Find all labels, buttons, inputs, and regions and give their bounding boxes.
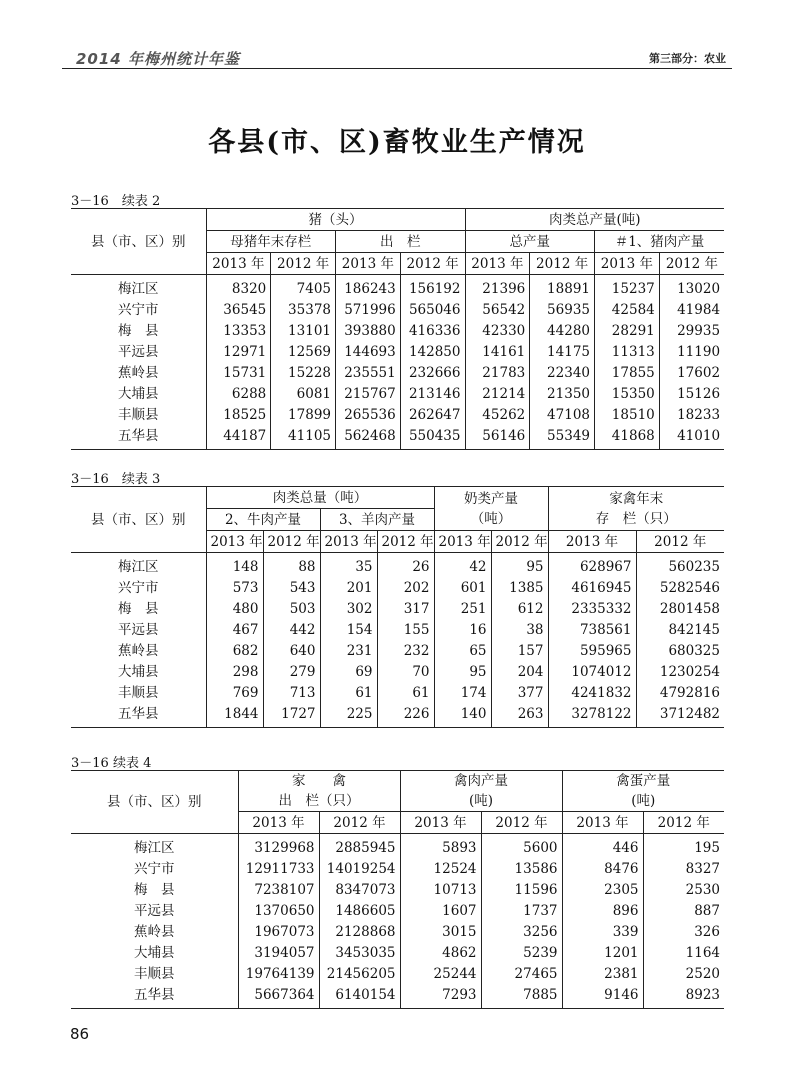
data-cell: 4241832	[548, 682, 636, 703]
year-header: 2013 年	[320, 531, 377, 553]
data-cell: 467	[206, 619, 263, 640]
data-cell: 262647	[400, 404, 465, 425]
data-cell: 3278122	[548, 703, 636, 728]
data-cell: 17602	[659, 362, 724, 383]
data-cell: 41105	[271, 425, 336, 450]
data-cell: 148	[206, 553, 263, 578]
table-row	[71, 661, 724, 682]
county-name: 平远县	[118, 621, 159, 638]
data-cell: 156192	[400, 275, 465, 300]
data-cell: 154	[320, 619, 377, 640]
data-cell: 1201	[562, 942, 643, 963]
sub-header: 出 栏	[336, 231, 466, 253]
data-cell: 317	[377, 598, 434, 619]
county-name: 兴宁市	[118, 579, 159, 596]
data-cell: 55349	[530, 425, 595, 450]
data-cell: 5239	[481, 942, 562, 963]
table-row	[71, 404, 724, 425]
table2	[71, 486, 724, 728]
data-cell: 3015	[400, 921, 481, 942]
data-cell: 35	[320, 553, 377, 578]
group-header	[548, 487, 724, 531]
year-header: 2012 年	[319, 812, 400, 834]
county-name: 梅 县	[118, 322, 159, 339]
data-cell: 2520	[643, 963, 724, 984]
sub-header: 3、羊肉产量	[320, 509, 434, 531]
data-cell: 42584	[595, 299, 660, 320]
data-cell: 69	[320, 661, 377, 682]
data-cell: 18233	[659, 404, 724, 425]
data-cell: 213146	[400, 383, 465, 404]
data-cell: 11596	[481, 879, 562, 900]
group-header-line: 家禽年末	[609, 490, 664, 507]
data-cell: 47108	[530, 404, 595, 425]
county-name: 丰顺县	[118, 684, 159, 701]
data-cell: 3256	[481, 921, 562, 942]
data-cell: 6288	[206, 383, 271, 404]
data-cell: 14161	[465, 341, 530, 362]
data-cell: 41868	[595, 425, 660, 450]
data-cell: 2381	[562, 963, 643, 984]
data-cell: 26	[377, 553, 434, 578]
table-row	[71, 320, 724, 341]
data-cell: 680325	[636, 640, 724, 661]
data-cell: 7293	[400, 984, 481, 1009]
table1	[71, 208, 724, 450]
year-header: 2012 年	[377, 531, 434, 553]
county-name: 蕉岭县	[118, 642, 159, 659]
data-cell: 41010	[659, 425, 724, 450]
data-cell: 17899	[271, 404, 336, 425]
data-cell: 231	[320, 640, 377, 661]
data-cell: 12971	[206, 341, 271, 362]
data-cell: 251	[434, 598, 491, 619]
data-cell: 65	[434, 640, 491, 661]
data-cell: 1737	[481, 900, 562, 921]
data-cell: 8347073	[319, 879, 400, 900]
data-cell: 1727	[263, 703, 320, 728]
table1-caption: 3－16 续表 2	[71, 194, 161, 209]
data-cell: 22340	[530, 362, 595, 383]
data-cell: 140	[434, 703, 491, 728]
data-cell: 19764139	[238, 963, 319, 984]
data-cell: 35378	[271, 299, 336, 320]
data-cell: 393880	[336, 320, 401, 341]
group-header: 肉类总量（吨）	[206, 487, 434, 509]
county-name: 梅江区	[118, 558, 159, 575]
year-header: 2013 年	[562, 812, 643, 834]
data-cell: 442	[263, 619, 320, 640]
county-name: 大埔县	[118, 663, 159, 680]
data-cell: 174	[434, 682, 491, 703]
data-cell: 573	[206, 577, 263, 598]
data-cell: 279	[263, 661, 320, 682]
data-cell: 70	[377, 661, 434, 682]
group-header-line: (吨)	[631, 793, 656, 809]
data-cell: 232666	[400, 362, 465, 383]
data-cell: 416336	[400, 320, 465, 341]
data-cell: 142850	[400, 341, 465, 362]
year-header: 2013 年	[595, 253, 660, 275]
data-cell: 61	[377, 682, 434, 703]
data-cell: 8327	[643, 858, 724, 879]
data-cell: 11313	[595, 341, 660, 362]
data-cell: 5667364	[238, 984, 319, 1009]
data-cell: 3453035	[319, 942, 400, 963]
data-cell: 560235	[636, 553, 724, 578]
group-header	[434, 487, 548, 531]
data-cell: 155	[377, 619, 434, 640]
table-row	[71, 598, 724, 619]
table-row	[71, 275, 724, 300]
data-cell: 13353	[206, 320, 271, 341]
data-cell: 25244	[400, 963, 481, 984]
data-cell: 5282546	[636, 577, 724, 598]
data-cell: 88	[263, 553, 320, 578]
group-header-line: （吨）	[470, 510, 512, 527]
table-row	[71, 879, 724, 900]
year-header: 2013 年	[434, 531, 491, 553]
data-cell: 3194057	[238, 942, 319, 963]
page-title: 各县(市、区)畜牧业生产情况	[208, 127, 586, 158]
data-cell: 232	[377, 640, 434, 661]
data-cell: 6140154	[319, 984, 400, 1009]
section-label: 第三部分：农业	[649, 52, 726, 65]
group-header	[238, 771, 400, 812]
table-row	[71, 553, 724, 578]
data-cell: 640	[263, 640, 320, 661]
data-cell: 1230254	[636, 661, 724, 682]
group-header	[562, 771, 724, 812]
county-name: 丰顺县	[134, 965, 175, 982]
data-cell: 595965	[548, 640, 636, 661]
year-header: 2013 年	[336, 253, 401, 275]
data-cell: 157	[491, 640, 548, 661]
county-name: 梅江区	[134, 839, 175, 856]
data-cell: 2305	[562, 879, 643, 900]
table-row	[71, 703, 724, 728]
data-cell: 44187	[206, 425, 271, 450]
data-cell: 144693	[336, 341, 401, 362]
data-cell: 769	[206, 682, 263, 703]
group-header: 猪（头）	[206, 209, 465, 231]
data-cell: 3129968	[238, 834, 319, 859]
table-row	[71, 341, 724, 362]
running-header	[62, 40, 732, 69]
data-cell: 8320	[206, 275, 271, 300]
data-cell: 45262	[465, 404, 530, 425]
year-header: 2013 年	[206, 531, 263, 553]
data-cell: 18891	[530, 275, 595, 300]
data-cell: 265536	[336, 404, 401, 425]
data-cell: 18510	[595, 404, 660, 425]
data-cell: 44280	[530, 320, 595, 341]
data-cell: 480	[206, 598, 263, 619]
year-header: 2012 年	[530, 253, 595, 275]
data-cell: 10713	[400, 879, 481, 900]
table-row	[71, 984, 724, 1009]
data-cell: 195	[643, 834, 724, 859]
row-header: 县（市、区）别	[91, 233, 186, 250]
data-cell: 13101	[271, 320, 336, 341]
county-name: 大埔县	[134, 944, 175, 961]
group-header: 肉类总产量(吨)	[465, 209, 724, 231]
table-row	[71, 577, 724, 598]
data-cell: 61	[320, 682, 377, 703]
data-cell: 36545	[206, 299, 271, 320]
data-cell: 201	[320, 577, 377, 598]
data-cell: 5600	[481, 834, 562, 859]
data-cell: 15350	[595, 383, 660, 404]
data-cell: 235551	[336, 362, 401, 383]
county-name: 梅 县	[118, 600, 159, 617]
county-name: 五华县	[134, 986, 175, 1003]
county-name: 丰顺县	[118, 406, 159, 423]
data-cell: 15237	[595, 275, 660, 300]
row-header: 县（市、区）别	[91, 511, 186, 528]
data-cell: 842145	[636, 619, 724, 640]
year-header: 2012 年	[643, 812, 724, 834]
data-cell: 503	[263, 598, 320, 619]
data-cell: 21214	[465, 383, 530, 404]
data-cell: 21350	[530, 383, 595, 404]
data-cell: 225	[320, 703, 377, 728]
data-cell: 21783	[465, 362, 530, 383]
data-cell: 4862	[400, 942, 481, 963]
data-cell: 1385	[491, 577, 548, 598]
table3	[71, 770, 724, 1009]
data-cell: 1164	[643, 942, 724, 963]
data-cell: 7405	[271, 275, 336, 300]
data-cell: 21396	[465, 275, 530, 300]
data-cell: 226	[377, 703, 434, 728]
data-cell: 887	[643, 900, 724, 921]
data-cell: 682	[206, 640, 263, 661]
sub-header: 总产量	[465, 231, 595, 253]
data-cell: 1074012	[548, 661, 636, 682]
data-cell: 15228	[271, 362, 336, 383]
county-name: 大埔县	[118, 385, 159, 402]
group-header-line: 存 栏（只）	[595, 510, 677, 527]
year-header: 2012 年	[636, 531, 724, 553]
data-cell: 56935	[530, 299, 595, 320]
table-row	[71, 834, 724, 859]
data-cell: 27465	[481, 963, 562, 984]
table-row	[71, 682, 724, 703]
data-cell: 377	[491, 682, 548, 703]
county-name: 五华县	[118, 427, 159, 444]
county-name: 兴宁市	[118, 301, 159, 318]
sub-header: 母猪年末存栏	[206, 231, 336, 253]
data-cell: 326	[643, 921, 724, 942]
table3-caption: 3－16 续表 4	[71, 756, 152, 771]
data-cell: 738561	[548, 619, 636, 640]
data-cell: 6081	[271, 383, 336, 404]
data-cell: 13586	[481, 858, 562, 879]
sub-header: ＃1、猪肉产量	[595, 231, 725, 253]
data-cell: 215767	[336, 383, 401, 404]
data-cell: 3712482	[636, 703, 724, 728]
group-header-line: 出 栏（只）	[278, 793, 360, 809]
county-name: 平远县	[134, 902, 175, 919]
data-cell: 16	[434, 619, 491, 640]
yearbook-title: 2014 年梅州统计年鉴	[76, 50, 240, 68]
county-name: 兴宁市	[134, 860, 175, 877]
table-row	[71, 942, 724, 963]
county-name: 蕉岭县	[134, 923, 175, 940]
table-row	[71, 640, 724, 661]
data-cell: 14175	[530, 341, 595, 362]
data-cell: 601	[434, 577, 491, 598]
sub-header: 2、牛肉产量	[206, 509, 320, 531]
year-header: 2013 年	[548, 531, 636, 553]
data-cell: 28291	[595, 320, 660, 341]
data-cell: 15731	[206, 362, 271, 383]
data-cell: 446	[562, 834, 643, 859]
data-cell: 38	[491, 619, 548, 640]
data-cell: 2335332	[548, 598, 636, 619]
year-header: 2012 年	[400, 253, 465, 275]
data-cell: 95	[491, 553, 548, 578]
data-cell: 12524	[400, 858, 481, 879]
data-cell: 4616945	[548, 577, 636, 598]
year-header: 2012 年	[271, 253, 336, 275]
county-name: 梅 县	[134, 881, 175, 898]
table-row	[71, 383, 724, 404]
data-cell: 29935	[659, 320, 724, 341]
table-row	[71, 900, 724, 921]
county-name: 梅江区	[118, 280, 159, 297]
data-cell: 713	[263, 682, 320, 703]
data-cell: 896	[562, 900, 643, 921]
data-cell: 2530	[643, 879, 724, 900]
data-cell: 1486605	[319, 900, 400, 921]
data-cell: 298	[206, 661, 263, 682]
data-cell: 12911733	[238, 858, 319, 879]
data-cell: 628967	[548, 553, 636, 578]
county-name: 五华县	[118, 705, 159, 722]
table2-caption: 3－16 续表 3	[71, 472, 161, 487]
data-cell: 15126	[659, 383, 724, 404]
data-cell: 5893	[400, 834, 481, 859]
table-row	[71, 425, 724, 450]
year-header: 2012 年	[481, 812, 562, 834]
data-cell: 95	[434, 661, 491, 682]
data-cell: 339	[562, 921, 643, 942]
data-cell: 21456205	[319, 963, 400, 984]
data-cell: 562468	[336, 425, 401, 450]
data-cell: 1844	[206, 703, 263, 728]
data-cell: 2801458	[636, 598, 724, 619]
data-cell: 11190	[659, 341, 724, 362]
data-cell: 565046	[400, 299, 465, 320]
group-header-line: 禽肉产量	[454, 773, 508, 789]
year-header: 2013 年	[238, 812, 319, 834]
group-header-line: (吨)	[468, 793, 494, 809]
table-row	[71, 362, 724, 383]
data-cell: 2885945	[319, 834, 400, 859]
data-cell: 18525	[206, 404, 271, 425]
data-cell: 302	[320, 598, 377, 619]
data-cell: 8923	[643, 984, 724, 1009]
data-cell: 41984	[659, 299, 724, 320]
data-cell: 2128868	[319, 921, 400, 942]
data-cell: 204	[491, 661, 548, 682]
table-row	[71, 299, 724, 320]
data-cell: 12569	[271, 341, 336, 362]
data-cell: 1370650	[238, 900, 319, 921]
data-cell: 13020	[659, 275, 724, 300]
county-name: 平远县	[118, 343, 159, 360]
group-header-line: 禽蛋产量	[616, 773, 671, 789]
data-cell: 550435	[400, 425, 465, 450]
group-header-line: 奶类产量	[464, 490, 518, 507]
year-header: 2012 年	[263, 531, 320, 553]
data-cell: 1967073	[238, 921, 319, 942]
year-header: 2012 年	[491, 531, 548, 553]
year-header: 2013 年	[400, 812, 481, 834]
data-cell: 17855	[595, 362, 660, 383]
data-cell: 1607	[400, 900, 481, 921]
data-cell: 186243	[336, 275, 401, 300]
table-row	[71, 858, 724, 879]
data-cell: 543	[263, 577, 320, 598]
data-cell: 56146	[465, 425, 530, 450]
data-cell: 8476	[562, 858, 643, 879]
page-number: 86	[70, 1025, 90, 1043]
data-cell: 42330	[465, 320, 530, 341]
data-cell: 9146	[562, 984, 643, 1009]
year-header: 2013 年	[465, 253, 530, 275]
data-cell: 612	[491, 598, 548, 619]
table-row	[71, 921, 724, 942]
data-cell: 42	[434, 553, 491, 578]
table-row	[71, 619, 724, 640]
data-cell: 7238107	[238, 879, 319, 900]
group-header-line: 家 禽	[292, 773, 346, 789]
year-header: 2013 年	[206, 253, 271, 275]
data-cell: 56542	[465, 299, 530, 320]
data-cell: 263	[491, 703, 548, 728]
row-header: 县（市、区）别	[107, 794, 202, 810]
data-cell: 14019254	[319, 858, 400, 879]
data-cell: 7885	[481, 984, 562, 1009]
data-cell: 202	[377, 577, 434, 598]
group-header	[400, 771, 562, 812]
county-name: 蕉岭县	[118, 364, 159, 381]
data-cell: 4792816	[636, 682, 724, 703]
table-row	[71, 963, 724, 984]
data-cell: 571996	[336, 299, 401, 320]
year-header: 2012 年	[659, 253, 724, 275]
